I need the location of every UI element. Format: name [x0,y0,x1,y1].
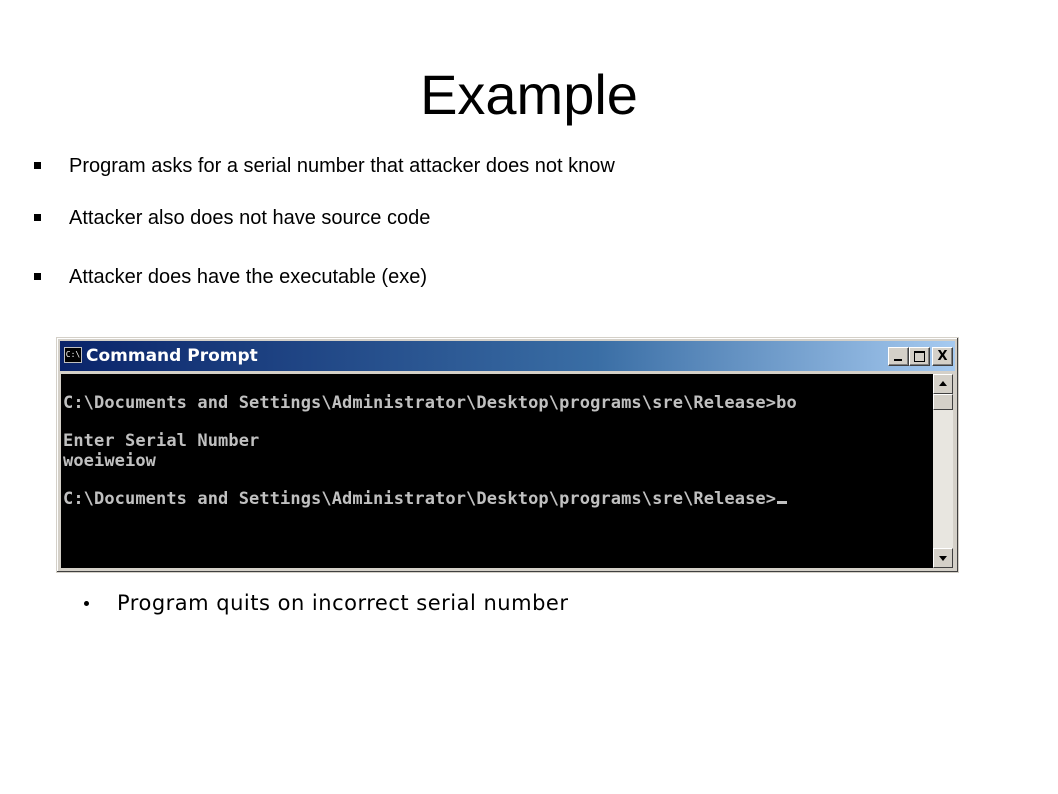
arrow-up-icon [939,381,947,386]
console-line: woeiweiow [63,451,157,471]
square-bullet-icon [34,273,41,280]
command-prompt-window [56,337,959,573]
arrow-down-icon [939,556,947,561]
console-line: C:\Documents and Settings\Administrator\Desktop\programs\sre\Release>bo [63,393,797,413]
round-bullet-icon [84,601,89,606]
bullet-list [0,0,1058,320]
sub-bullet-text: Program quits on incorrect serial number [117,591,569,615]
bullet-text: Attacker also does not have source code [69,207,431,229]
console-prompt-text: C:\Documents and Settings\Administrator\Desktop\programs\sre\Release> [63,489,777,509]
scroll-up-button[interactable] [933,374,953,394]
square-bullet-icon [34,214,41,221]
scroll-down-button[interactable] [933,548,953,568]
window-title: Command Prompt [86,346,258,366]
command-prompt-icon[interactable]: C:\ [64,347,82,363]
maximize-icon [910,348,929,365]
vertical-scrollbar[interactable] [933,374,953,568]
minimize-button[interactable] [888,347,909,366]
console-prompt-line [63,489,787,509]
text-cursor [777,501,787,504]
console-line: Enter Serial Number [63,431,260,451]
close-icon: X [937,349,948,364]
window-titlebar[interactable] [60,341,955,371]
minimize-icon [889,348,908,365]
console-output[interactable] [61,374,933,568]
maximize-button[interactable] [909,347,930,366]
square-bullet-icon [34,162,41,169]
scroll-thumb[interactable] [933,394,953,410]
close-button[interactable] [932,347,953,366]
bullet-text: Attacker does have the executable (exe) [69,266,427,288]
bullet-text: Program asks for a serial number that attacker does not know [69,155,615,177]
slide-title: Example [420,63,638,126]
